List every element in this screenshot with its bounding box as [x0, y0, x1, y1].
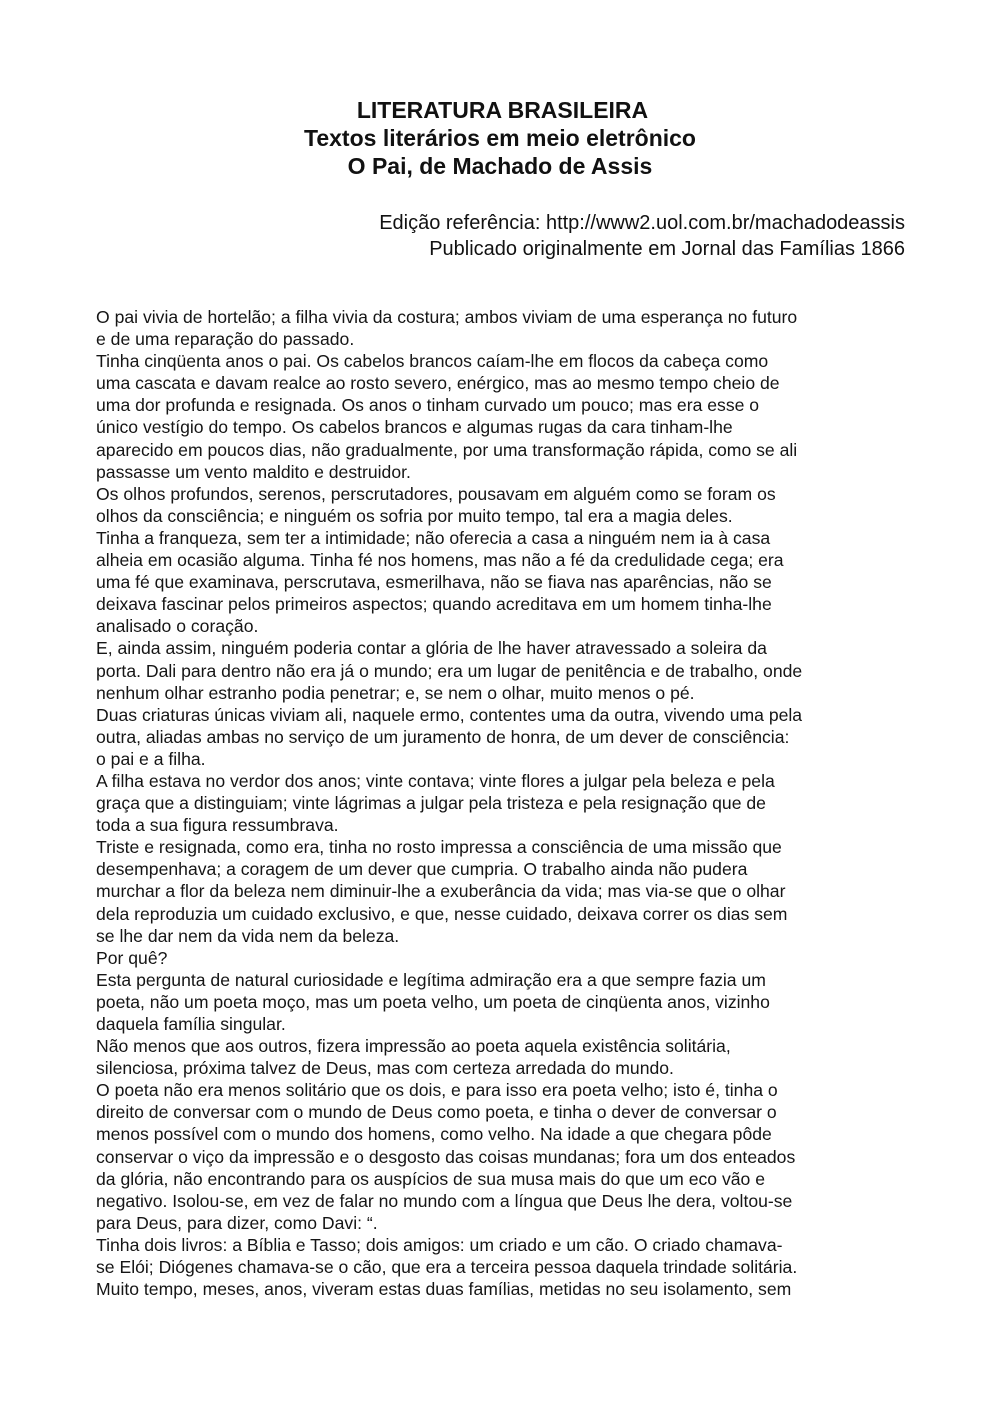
- text-line: menos possível com o mundo dos homens, como velho. Na idade a que chegara pôde: [96, 1124, 772, 1145]
- text-line: uma dor profunda e resignada. Os anos o tinham curvado um pouco; mas era esse o: [96, 395, 760, 416]
- text-line: porta. Dali para dentro não era já o mundo; era um lugar de penitência e de trabalho, onde: [96, 660, 803, 681]
- text-line: e de uma reparação do passado.: [96, 329, 355, 350]
- document-header: [0, 96, 1000, 180]
- collection-subtitle: Textos literários em meio eletrônico: [304, 125, 696, 151]
- text-line: deixava fascinar pelos primeiros aspectos; quando acreditava em um homem tinha-lhe: [96, 594, 772, 615]
- text-line: conservar o viço da impressão e o desgosto das coisas mundanas; fora um dos enteados: [96, 1146, 796, 1167]
- text-line: Muito tempo, meses, anos, viveram estas duas famílias, metidas no seu isolamento, sem: [96, 1279, 792, 1300]
- text-line: o pai e a filha.: [96, 748, 206, 769]
- text-line: daquela família singular.: [96, 1014, 286, 1034]
- text-line: alheia em ocasião alguma. Tinha fé nos homens, mas não a fé da credulidade cega; era: [96, 550, 784, 571]
- text-line: Triste e resignada, como era, tinha no rosto impressa a consciência de uma missão que: [96, 837, 782, 858]
- text-line: negativo. Isolou-se, em vez de falar no mundo com a língua que Deus lhe dera, voltou-se: [96, 1190, 793, 1211]
- work-title: O Pai, de Machado de Assis: [347, 153, 653, 179]
- text-line: Não menos que aos outros, fizera impressão ao poeta aquela existência solitária,: [96, 1036, 731, 1057]
- text-line: graça que a distinguiam; vinte lágrimas a julgar pela tristeza e pela resignação que de: [96, 793, 766, 814]
- text-line: se Elói; Diógenes chamava-se o cão, que era a terceira pessoa daquela trindade solitária.: [96, 1257, 798, 1278]
- text-line: Duas criaturas únicas viviam ali, naquele ermo, contentes uma da outra, vivendo uma pela: [96, 704, 803, 725]
- text-line: passasse um vento maldito e destruidor.: [96, 461, 411, 482]
- text-line: direito de conversar com o mundo de Deus como poeta, e tinha o dever de conversar o: [96, 1102, 777, 1123]
- text-line: A filha estava no verdor dos anos; vinte contava; vinte flores a julgar pela beleza e pela: [96, 770, 775, 791]
- text-line: Por quê?: [96, 947, 168, 968]
- text-line: nenhum olhar estranho podia penetrar; e, se nem o olhar, muito menos o pé.: [96, 682, 695, 703]
- body-text: [96, 306, 916, 1300]
- text-line: Os olhos profundos, serenos, perscrutadores, pousavam em alguém como se foram os: [96, 483, 776, 504]
- text-line: Tinha a franqueza, sem ter a intimidade; não oferecia a casa a ninguém nem ia à casa: [96, 527, 771, 548]
- text-line: poeta, não um poeta moço, mas um poeta velho, um poeta de cinqüenta anos, vizinho: [96, 991, 770, 1012]
- publication-note: Publicado originalmente em Jornal das Famílias 1866: [429, 238, 905, 260]
- collection-title: LITERATURA BRASILEIRA: [356, 97, 649, 123]
- text-line: silenciosa, próxima talvez de Deus, mas com certeza arredada do mundo.: [96, 1058, 674, 1079]
- text-line: da glória, não encontrando para os auspícios de sua musa mais do que um eco vão e: [96, 1168, 765, 1189]
- text-line: murchar a flor da beleza nem diminuir-lhe a exuberância da vida; mas via-se que o olhar: [96, 881, 786, 902]
- edition-reference: Edição referência: http://www2.uol.com.br/machadodeassis: [379, 212, 905, 234]
- text-line: Tinha cinqüenta anos o pai. Os cabelos brancos caíam-lhe em flocos da cabeça como: [96, 351, 769, 372]
- text-line: O poeta não era menos solitário que os dois, e para isso era poeta velho; isto é, tinha o: [96, 1080, 778, 1101]
- text-line: uma cascata e davam realce ao rosto severo, enérgico, mas ao mesmo tempo cheio de: [96, 373, 780, 394]
- text-line: analisado o coração.: [96, 616, 259, 637]
- text-line: outra, aliadas ambas no serviço de um juramento de honra, de um dever de consciência:: [96, 726, 790, 747]
- text-line: Esta pergunta de natural curiosidade e legítima admiração era a que sempre fazia um: [96, 969, 766, 990]
- edition-info: [379, 210, 905, 262]
- text-line: O pai vivia de hortelão; a filha vivia da costura; ambos viviam de uma esperança no futuro: [96, 307, 798, 327]
- text-line: olhos da consciência; e ninguém os sofria por muito tempo, tal era a magia deles.: [96, 505, 733, 526]
- text-line: dela reproduzia um cuidado exclusivo, e que, nesse cuidado, deixava correr os dias sem: [96, 903, 788, 924]
- text-line: E, ainda assim, ninguém poderia contar a glória de lhe haver atravessado a soleira da: [96, 638, 767, 659]
- text-line: Tinha dois livros: a Bíblia e Tasso; dois amigos: um criado e um cão. O criado chamava-: [96, 1234, 783, 1255]
- text-line: uma fé que examinava, perscrutava, esmerilhava, não se fiava nas aparências, não se: [96, 572, 772, 593]
- text-line: único vestígio do tempo. Os cabelos brancos e algumas rugas da cara tinham-lhe: [96, 417, 733, 438]
- text-line: para Deus, para dizer, como Davi: “.: [96, 1212, 378, 1233]
- text-line: toda a sua figura ressumbrava.: [96, 815, 339, 836]
- text-line: desempenhava; a coragem de um dever que cumpria. O trabalho ainda não pudera: [96, 859, 748, 880]
- text-line: aparecido em poucos dias, não gradualmente, por uma transformação rápida, como se ali: [96, 439, 798, 460]
- text-line: se lhe dar nem da vida nem da beleza.: [96, 925, 400, 946]
